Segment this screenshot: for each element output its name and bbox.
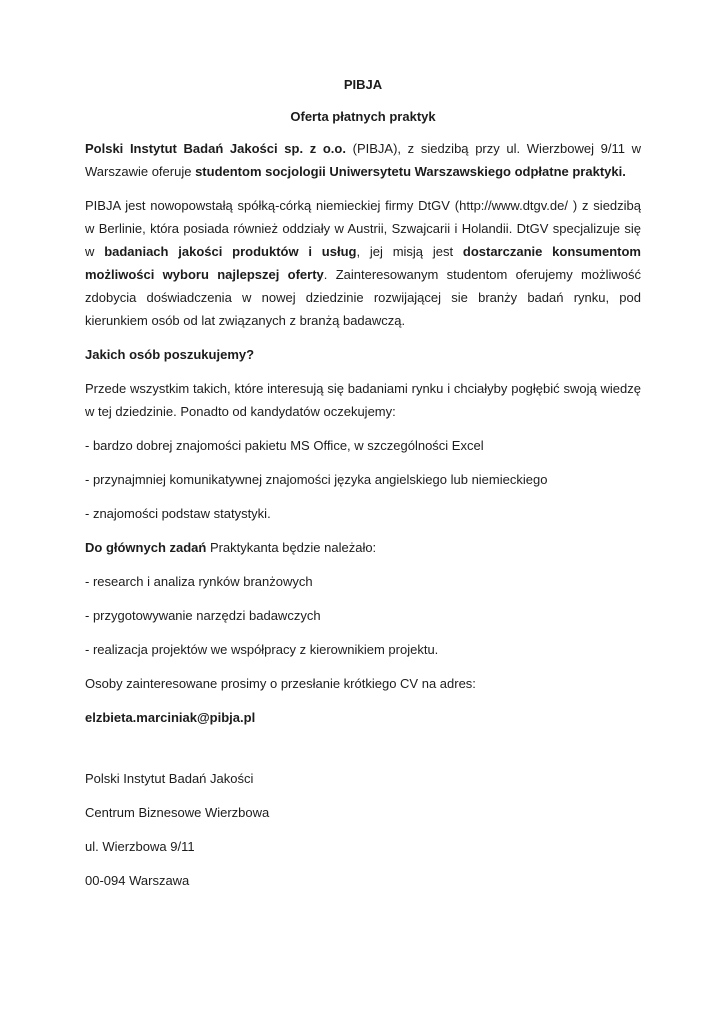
text-run-bold: studentom socjologii Uniwersytetu Warszawskiego odpłatne praktyki. xyxy=(195,164,626,179)
task-item: - realizacja projektów we współpracy z kierownikiem projektu. xyxy=(85,642,439,657)
candidates-paragraph: Przede wszystkim takich, które interesują się badaniami rynku i chciałyby pogłębić swoją wiedzę w tej dziedzinie. Ponadto od kandydatów oczekujemy: xyxy=(85,381,641,419)
requirement-item: - znajomości podstaw statystyki. xyxy=(85,506,271,521)
text-run: ) z siedzibą w Berlinie, która posiada również oddziały w Austrii, Szwajcarii i Holandii. DtGV specjalizuje się w xyxy=(85,198,641,259)
contact-email: elzbieta.marciniak@pibja.pl xyxy=(85,710,256,725)
text-run: PIBJA jest nowopowstałą spółką-córką niemieckiej firmy DtGV ( xyxy=(85,198,460,213)
text-run-bold: Do głównych zadań xyxy=(85,540,207,555)
requirement-item: - bardzo dobrej znajomości pakietu MS Office, w szczególności Excel xyxy=(85,438,484,453)
document-title: PIBJA xyxy=(343,77,383,92)
blank-space xyxy=(85,740,641,767)
task-item: - przygotowywanie narzędzi badawczych xyxy=(85,608,321,623)
text-run-bold: badaniach jakości produktów i usług xyxy=(104,244,357,259)
address-line-city: 00-094 Warszawa xyxy=(85,873,190,888)
address-line-street: ul. Wierzbowa 9/11 xyxy=(85,839,195,854)
address-line-building: Centrum Biznesowe Wierzbowa xyxy=(85,805,270,820)
tasks-heading xyxy=(85,536,641,559)
company-url-text: http://www.dtgv.de/ xyxy=(459,198,568,213)
cv-instruction: Osoby zainteresowane prosimy o przesłanie krótkiego CV na adres: xyxy=(85,676,476,691)
task-item: - research i analiza rynków branżowych xyxy=(85,574,313,589)
document-subtitle: Oferta płatnych praktyk xyxy=(290,109,436,124)
text-run: . Zainteresowanym studentom oferujemy możliwość zdobycia doświadczenia w nowej dziedzinie rozwijającej sie branży badań rynku, pod kierunkiem osób od lat związanych z branżą badawczą. xyxy=(85,267,641,328)
intro-paragraph xyxy=(85,137,641,183)
text-run: (PIBJA), z siedzibą przy ul. Wierzbowej 9/11 w Warszawie oferuje xyxy=(85,141,641,179)
section-heading-candidates: Jakich osób poszukujemy? xyxy=(85,347,255,362)
text-run-bold: dostarczanie konsumentom możliwości wyboru najlepszej oferty xyxy=(85,244,641,282)
address-line-company: Polski Instytut Badań Jakości xyxy=(85,771,254,786)
company-name-text: Polski Instytut Badań Jakości sp. z o.o. xyxy=(85,141,346,156)
company-paragraph xyxy=(85,194,641,332)
text-run: Praktykanta będzie należało: xyxy=(206,540,377,555)
text-run: , jej misją jest xyxy=(356,244,463,259)
requirement-item: - przynajmniej komunikatywnej znajomości języka angielskiego lub niemieckiego xyxy=(85,472,548,487)
